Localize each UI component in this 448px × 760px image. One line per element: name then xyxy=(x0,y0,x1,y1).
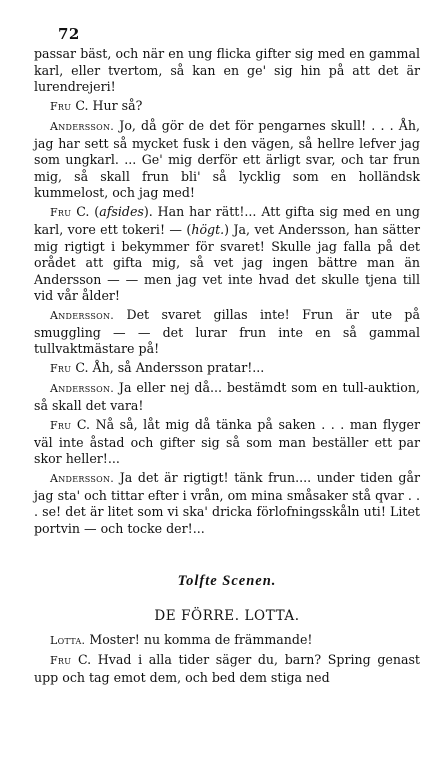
speaker-name: Fru xyxy=(50,100,72,114)
stage-direction: afsides xyxy=(99,204,144,220)
paragraph: Andersson. Det svaret gillas inte! Frun är ute på smuggling — — det lurar frun inte en så gammal tullvaktmästare på! xyxy=(34,307,420,357)
speaker-name: Andersson. xyxy=(50,382,115,396)
scene-persons: DE FÖRRE. LOTTA. xyxy=(154,607,300,624)
paragraph: Fru C. Hur så? xyxy=(50,98,143,114)
paragraph: Fru C. Åh, så Andersson pratar!... xyxy=(50,360,265,376)
speaker-name: Andersson. xyxy=(50,472,115,486)
scene-heading: Tolfte Scenen. xyxy=(177,573,277,590)
speaker-name: Fru xyxy=(50,654,72,668)
speaker-name: Fru xyxy=(50,362,72,376)
speaker-name: Fru xyxy=(50,418,72,432)
paragraph: Fru C. Nå så, låt mig då tänka på saken . . . man flyger väl inte åstad och gifter sig så som man beställer ett par skor heller!... xyxy=(34,416,420,467)
paragraph: Andersson. Ja det är rigtigt! tänk frun.... under tiden går jag sta' och tittar efter i vrån, om mina småsaker stå qvar . . . se! det är litet som vi ska' dricka förlofningsskåln uti! Litet portvin — och tocke der!... xyxy=(34,470,420,536)
paragraph: Andersson. Jo, då gör de det för pengarnes skull! . . . Åh, jag har sett så mycket fusk i den vägen, så hellre lefver jag som ungkarl. ... Ge' mig derför ett ärligt svar, och tar frun mig, så skall frun bli' så lycklig som en holländsk kummelost, och jag med! xyxy=(34,118,420,201)
speaker-name: Fru xyxy=(50,206,72,220)
speaker-name: Andersson. xyxy=(50,120,115,134)
paragraph: Fru C. (afsides). Han har rätt!... Att gifta sig med en ung karl, vore ett tokeri! — (högt.) Ja, vet Andersson, han sätter mig rigtigt i bekymmer för svaret! Skulle jag falla på det orådet att gifta mig, så vet jag ingen bättre man än Andersson — — men jag vet inte hvad det skulle tjena till vid vår ålder! xyxy=(34,204,420,304)
speaker-name: Lotta. xyxy=(50,634,86,648)
paragraph: passar bäst, och när en ung flicka gifter sig med en gammal karl, eller tvertom, så kan en ge' sig hin på att det är lurendrejeri! xyxy=(34,46,420,95)
paragraph: Fru C. Hvad i alla tider säger du, barn? Spring genast upp och tag emot dem, och bed dem stiga ned xyxy=(34,652,420,685)
paragraph: Lotta. Moster! nu komma de främmande! xyxy=(50,632,313,648)
page-number: 72 xyxy=(58,25,80,43)
stage-direction: högt. xyxy=(191,221,225,237)
paragraph: Andersson. Ja eller nej då... bestämdt som en tull-auktion, så skall det vara! xyxy=(34,380,420,413)
speaker-name: Andersson. xyxy=(50,309,115,323)
page-text xyxy=(34,46,420,689)
